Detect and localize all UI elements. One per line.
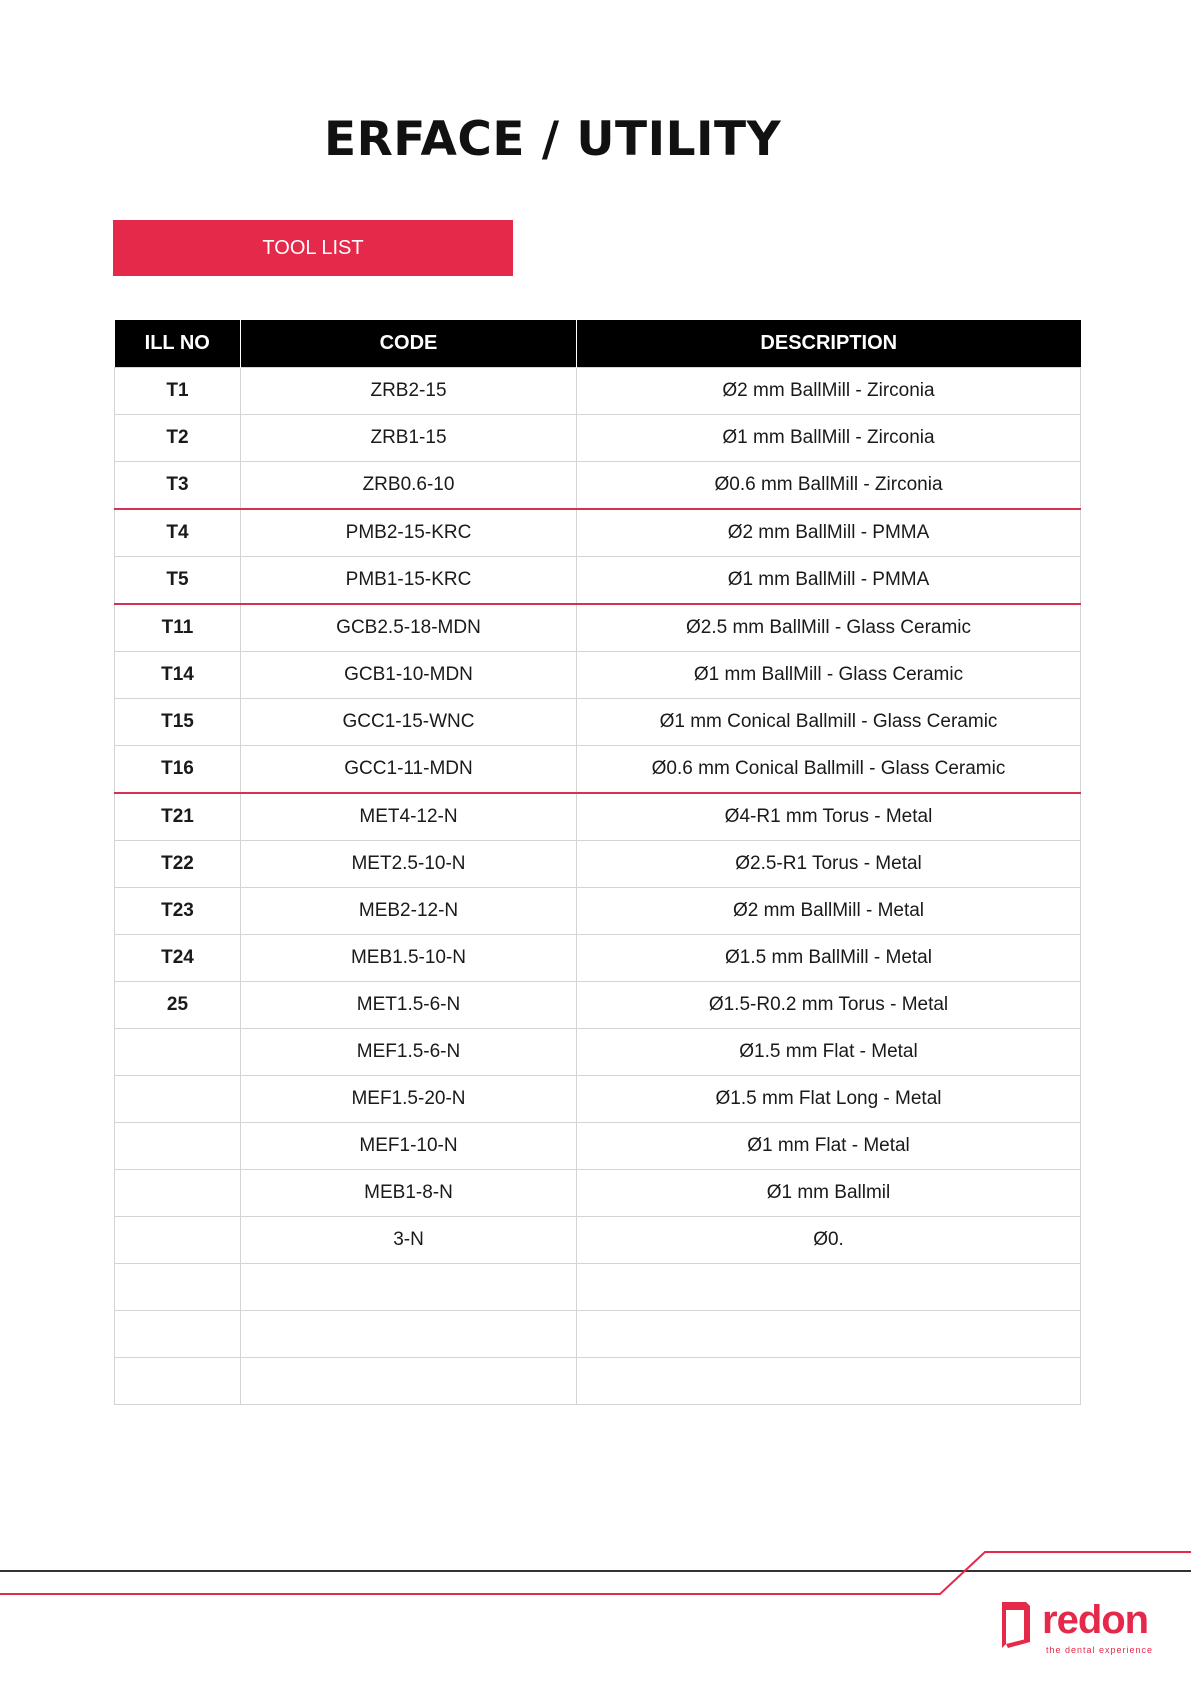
code-cell	[241, 1358, 577, 1405]
ill-no-cell: T24	[115, 935, 241, 982]
code-cell: MEF1.5-20-N	[241, 1076, 577, 1123]
code-cell: GCC1-11-MDN	[241, 746, 577, 794]
table-row	[115, 462, 1081, 510]
code-cell	[241, 1264, 577, 1311]
logo-tagline: the dental experience	[1046, 1645, 1154, 1655]
code-cell: MEF1.5-6-N	[241, 1029, 577, 1076]
code-cell: MET1.5-6-N	[241, 982, 577, 1029]
table-header-row	[115, 320, 1081, 368]
ill-no-cell	[115, 1217, 241, 1264]
description-cell: Ø1.5-R0.2 mm Torus - Metal	[577, 982, 1081, 1029]
code-cell: MEF1-10-N	[241, 1123, 577, 1170]
code-cell: PMB1-15-KRC	[241, 557, 577, 605]
code-cell: MET4-12-N	[241, 793, 577, 841]
code-cell: MET2.5-10-N	[241, 841, 577, 888]
code-cell: MEB1.5-10-N	[241, 935, 577, 982]
ill-no-cell	[115, 1076, 241, 1123]
table-row	[115, 604, 1081, 652]
ill-no-cell	[115, 1358, 241, 1405]
redon-logo	[996, 1598, 1171, 1658]
description-cell: Ø2 mm BallMill - PMMA	[577, 509, 1081, 557]
code-cell: GCB2.5-18-MDN	[241, 604, 577, 652]
code-cell: ZRB1-15	[241, 415, 577, 462]
header-code: CODE	[241, 320, 577, 368]
table-row	[115, 557, 1081, 605]
ill-no-cell	[115, 1123, 241, 1170]
code-cell: GCB1-10-MDN	[241, 652, 577, 699]
description-cell: Ø1 mm BallMill - PMMA	[577, 557, 1081, 605]
page-title: ERFACE / UTILITY	[324, 112, 782, 167]
tool-list-label: TOOL LIST	[262, 236, 364, 259]
description-cell: Ø1 mm BallMill - Glass Ceramic	[577, 652, 1081, 699]
ill-no-cell: T1	[115, 368, 241, 415]
table-row	[115, 1217, 1081, 1264]
table-row	[115, 509, 1081, 557]
description-cell: Ø2.5 mm BallMill - Glass Ceramic	[577, 604, 1081, 652]
description-cell: Ø1.5 mm BallMill - Metal	[577, 935, 1081, 982]
ill-no-cell: T3	[115, 462, 241, 510]
logo-wordmark: redon	[1042, 1598, 1149, 1642]
code-cell: MEB1-8-N	[241, 1170, 577, 1217]
ill-no-cell	[115, 1170, 241, 1217]
table-row	[115, 888, 1081, 935]
description-cell: Ø1 mm BallMill - Zirconia	[577, 415, 1081, 462]
ill-no-cell	[115, 1029, 241, 1076]
description-cell: Ø1.5 mm Flat Long - Metal	[577, 1076, 1081, 1123]
description-cell	[577, 1358, 1081, 1405]
description-cell: Ø1 mm Conical Ballmill - Glass Ceramic	[577, 699, 1081, 746]
table-row	[115, 415, 1081, 462]
ill-no-cell	[115, 1311, 241, 1358]
code-cell: ZRB2-15	[241, 368, 577, 415]
description-cell: Ø4-R1 mm Torus - Metal	[577, 793, 1081, 841]
ill-no-cell	[115, 1264, 241, 1311]
table-row	[115, 982, 1081, 1029]
code-cell: GCC1-15-WNC	[241, 699, 577, 746]
table-row	[115, 841, 1081, 888]
redon-logo-icon	[996, 1598, 1036, 1650]
ill-no-cell: T11	[115, 604, 241, 652]
description-cell: Ø0.6 mm BallMill - Zirconia	[577, 462, 1081, 510]
description-cell: Ø1 mm Ballmil	[577, 1170, 1081, 1217]
table-row	[115, 1264, 1081, 1311]
ill-no-cell: T5	[115, 557, 241, 605]
tool-table	[114, 320, 1081, 1405]
ill-no-cell: T21	[115, 793, 241, 841]
table-row	[115, 1170, 1081, 1217]
code-cell: ZRB0.6-10	[241, 462, 577, 510]
tool-list-banner	[113, 220, 513, 276]
ill-no-cell: 25	[115, 982, 241, 1029]
code-cell: PMB2-15-KRC	[241, 509, 577, 557]
table-row	[115, 699, 1081, 746]
description-cell: Ø0.6 mm Conical Ballmill - Glass Ceramic	[577, 746, 1081, 794]
table-row	[115, 746, 1081, 794]
ill-no-cell: T4	[115, 509, 241, 557]
code-cell: MEB2-12-N	[241, 888, 577, 935]
description-cell	[577, 1264, 1081, 1311]
description-cell: Ø1 mm Flat - Metal	[577, 1123, 1081, 1170]
header-description: DESCRIPTION	[577, 320, 1081, 368]
table-row	[115, 935, 1081, 982]
description-cell: Ø2 mm BallMill - Zirconia	[577, 368, 1081, 415]
table-row	[115, 1076, 1081, 1123]
table-row	[115, 1123, 1081, 1170]
ill-no-cell: T2	[115, 415, 241, 462]
table-row	[115, 368, 1081, 415]
ill-no-cell: T14	[115, 652, 241, 699]
code-cell	[241, 1311, 577, 1358]
description-cell	[577, 1311, 1081, 1358]
ill-no-cell: T22	[115, 841, 241, 888]
table-row	[115, 652, 1081, 699]
ill-no-cell: T15	[115, 699, 241, 746]
description-cell: Ø2 mm BallMill - Metal	[577, 888, 1081, 935]
table-row	[115, 1029, 1081, 1076]
header-ill-no: ILL NO	[115, 320, 241, 368]
table-row	[115, 1358, 1081, 1405]
code-cell: 3-N	[241, 1217, 577, 1264]
description-cell: Ø0.	[577, 1217, 1081, 1264]
footer-accent-line	[0, 1550, 1191, 1600]
description-cell: Ø2.5-R1 Torus - Metal	[577, 841, 1081, 888]
ill-no-cell: T23	[115, 888, 241, 935]
table-row	[115, 1311, 1081, 1358]
ill-no-cell: T16	[115, 746, 241, 794]
description-cell: Ø1.5 mm Flat - Metal	[577, 1029, 1081, 1076]
table-row	[115, 793, 1081, 841]
